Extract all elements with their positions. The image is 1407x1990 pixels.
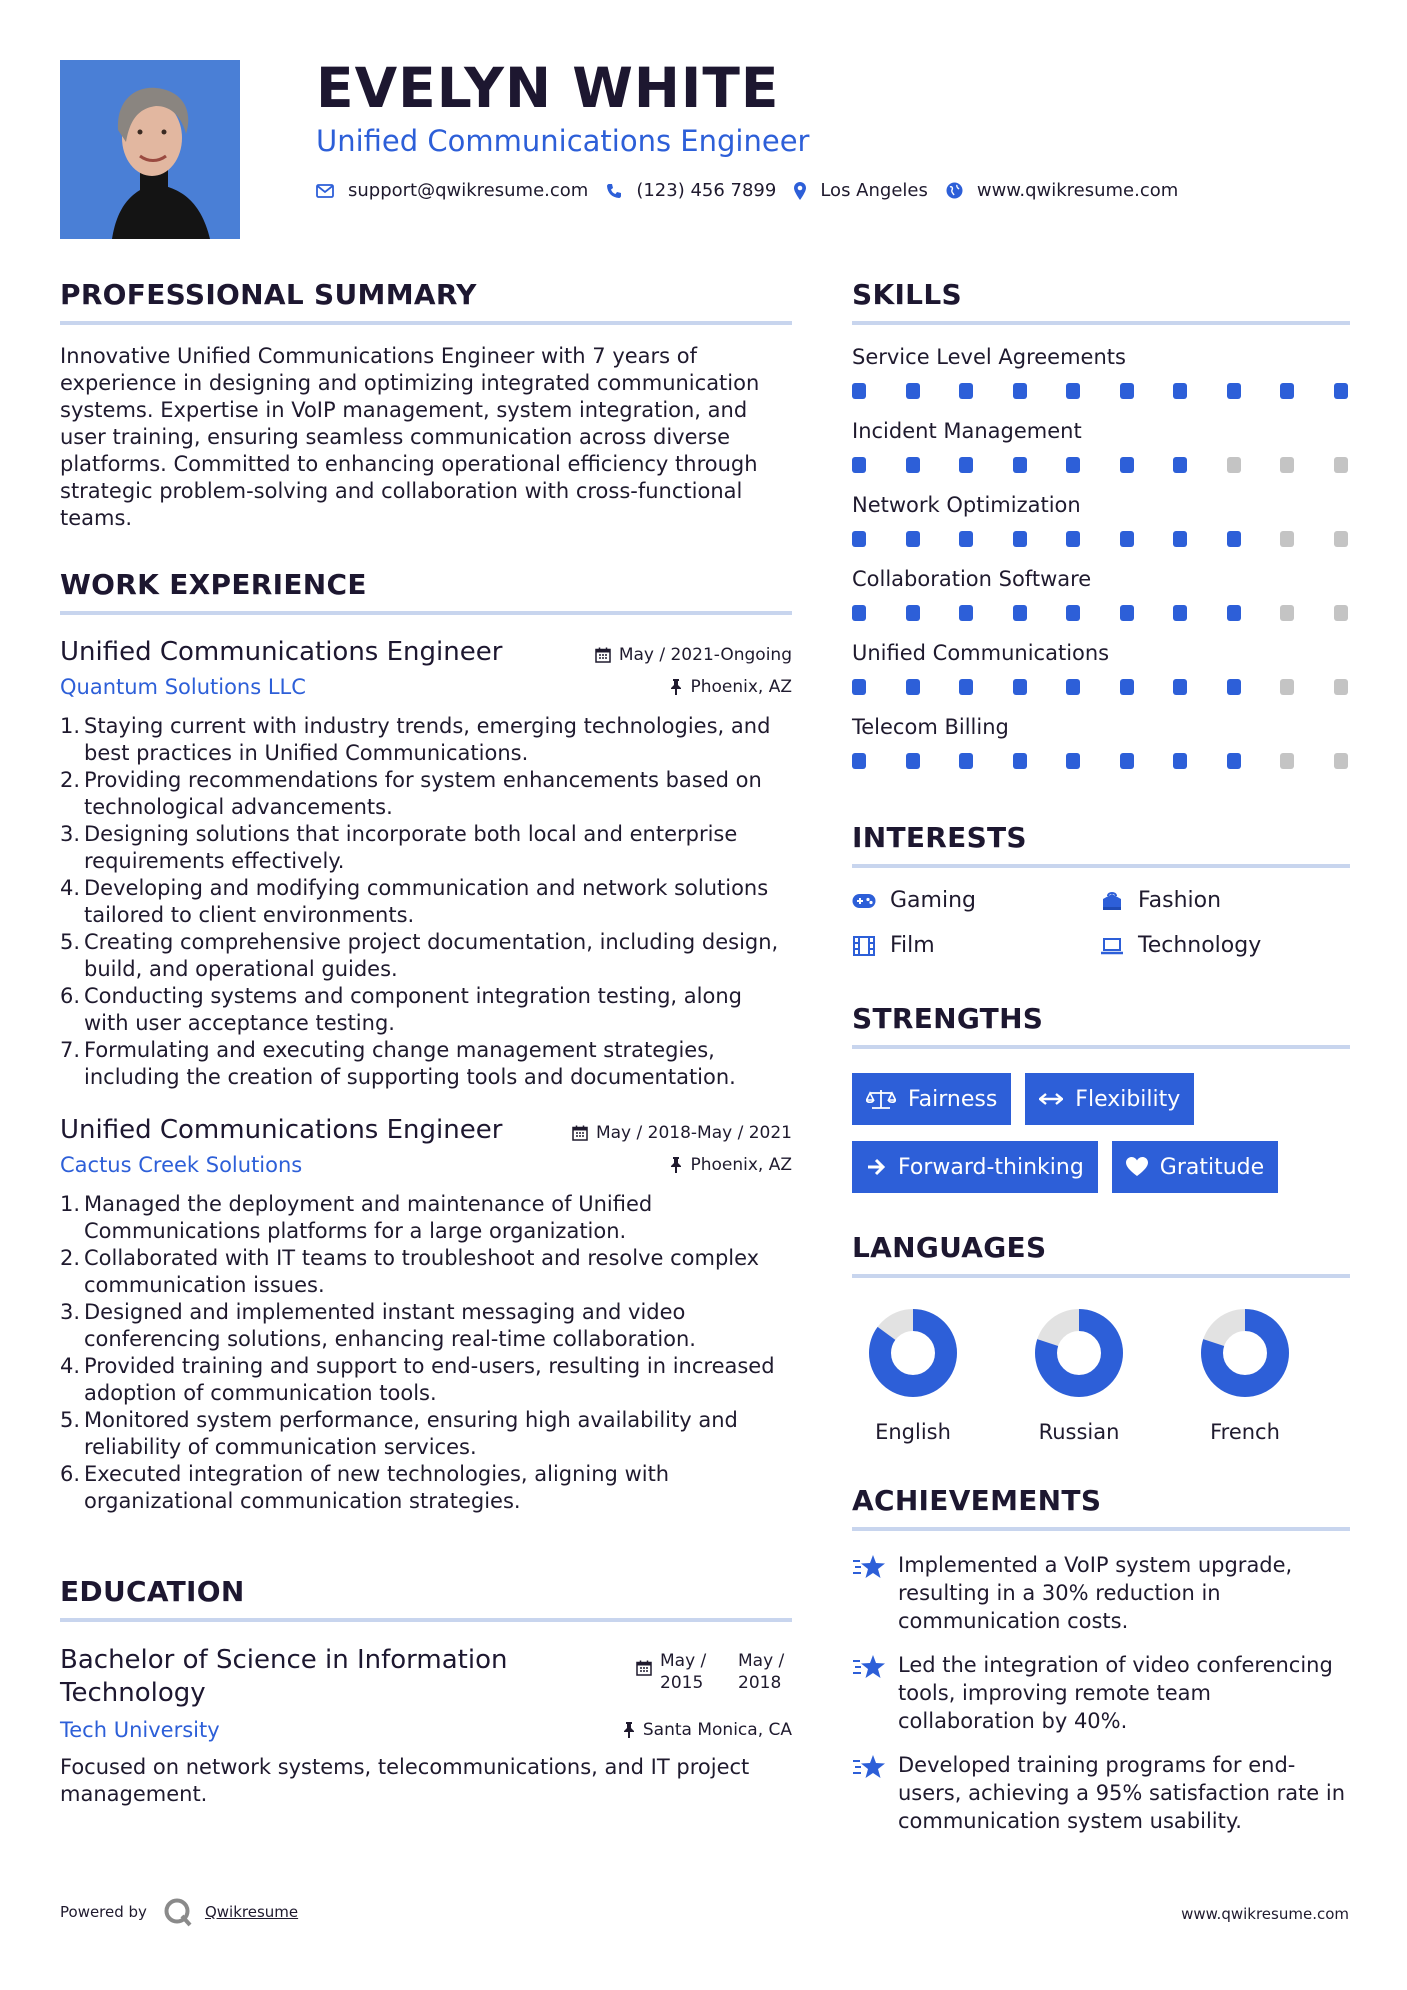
strength-label: Forward-thinking (898, 1154, 1084, 1180)
education-location-text: Santa Monica, CA (642, 1720, 792, 1740)
star-award-icon (852, 1751, 898, 1781)
language-gauge (1034, 1308, 1124, 1398)
calendar-icon (636, 1660, 652, 1676)
balance-scale-icon (866, 1088, 896, 1110)
achievement-item (852, 1651, 1350, 1735)
skill-name: Telecom Billing (852, 715, 1009, 739)
interests-heading: INTERESTS (852, 821, 1350, 868)
list-item: 6. Conducting systems and component integration testing, along with user acceptance testing. (60, 984, 742, 1035)
list-item: 1. Staying current with industry trends, emerging technologies, and best practices in Unified Communications. (60, 714, 771, 765)
skill-item (852, 567, 1350, 621)
gamepad-icon (852, 893, 876, 909)
skill-dot-filled (1013, 383, 1027, 399)
footer-powered-by (60, 1897, 298, 1927)
interest-label: Film (890, 933, 935, 958)
list-item: 6. Executed integration of new technologies, aligning with organizational communication strategies. (60, 1462, 670, 1513)
interest-label: Fashion (1138, 888, 1222, 913)
education-dates (636, 1650, 792, 1694)
skill-dot-filled (1013, 457, 1027, 473)
skill-dot-filled (1227, 383, 1241, 399)
skill-dot-filled (1173, 383, 1187, 399)
skill-dot-filled (959, 605, 973, 621)
language-name: Russian (1038, 1420, 1120, 1444)
job-role: Unified Communications Engineer (60, 637, 503, 667)
strengths-list (852, 1073, 1350, 1209)
qwikresume-link[interactable]: Qwikresume (204, 1903, 299, 1921)
skill-dot-filled (1227, 753, 1241, 769)
strength-label: Flexibility (1075, 1086, 1181, 1112)
contact-email[interactable] (316, 180, 588, 201)
skill-rating (852, 531, 1350, 547)
candidate-title: Unified Communications Engineer (316, 124, 810, 158)
list-item: 3. Designing solutions that incorporate both local and enterprise requirements effectively. (60, 822, 738, 873)
skill-dot-filled (852, 531, 866, 547)
skill-dot-filled (1066, 605, 1080, 621)
pushpin-icon (623, 1722, 635, 1738)
skill-rating (852, 383, 1350, 399)
list-item: 1. Managed the deployment and maintenance of Unified Communications platforms for a large organization. (60, 1192, 653, 1243)
company-name: Cactus Creek Solutions (60, 1153, 303, 1177)
skill-rating (852, 679, 1350, 695)
heart-icon (1126, 1157, 1148, 1177)
star-award-icon (852, 1651, 898, 1681)
education-end: May / 2018 (738, 1651, 785, 1693)
skill-dot-empty (1334, 605, 1348, 621)
skill-dot-filled (852, 753, 866, 769)
languages-heading: LANGUAGES (852, 1231, 1350, 1278)
education-heading: EDUCATION (60, 1575, 792, 1622)
skill-dot-empty (1280, 753, 1294, 769)
skill-dot-empty (1334, 457, 1348, 473)
contact-phone-text: (123) 456 7899 (636, 180, 777, 201)
skill-dot-filled (906, 531, 920, 547)
skills-list (852, 345, 1350, 769)
skills-heading: SKILLS (852, 278, 1350, 325)
skill-dot-filled (1013, 605, 1027, 621)
laptop-icon (1100, 937, 1124, 955)
school-name: Tech University (60, 1718, 220, 1742)
skill-dot-filled (1173, 531, 1187, 547)
language-gauge (1200, 1308, 1290, 1398)
education-location (623, 1720, 792, 1740)
job-bullets (60, 1191, 792, 1515)
skill-dot-filled (1280, 383, 1294, 399)
achievement-text: Implemented a VoIP system upgrade, resulting in a 30% reduction in communication costs. (898, 1553, 1293, 1633)
achievements-list (852, 1551, 1350, 1835)
language-item (1184, 1308, 1350, 1444)
strength-label: Gratitude (1159, 1154, 1265, 1180)
language-item (1018, 1308, 1184, 1444)
strength-label: Fairness (908, 1086, 998, 1112)
achievement-item (852, 1551, 1350, 1635)
skill-dot-filled (959, 679, 973, 695)
strength-tag (1112, 1141, 1278, 1193)
skill-dot-empty (1227, 457, 1241, 473)
interest-label: Technology (1138, 933, 1262, 958)
film-icon (852, 936, 876, 956)
skill-rating (852, 753, 1350, 769)
achievement-text: Developed training programs for end-users, achieving a 95% satisfaction rate in communication system usability. (898, 1753, 1346, 1833)
education-start: May / 2015 (660, 1651, 707, 1693)
language-name: English (875, 1420, 951, 1444)
achievements-heading: ACHIEVEMENTS (852, 1484, 1350, 1531)
interest-item (1100, 888, 1350, 913)
qwikresume-logo-icon (163, 1897, 193, 1927)
map-marker-icon (794, 182, 806, 200)
skill-name: Network Optimization (852, 493, 1081, 517)
globe-icon (946, 182, 963, 199)
job-location-text: Phoenix, AZ (690, 677, 792, 697)
job-entry-1 (60, 637, 792, 1091)
left-column (60, 278, 792, 1808)
skill-dot-filled (1227, 679, 1241, 695)
language-item (852, 1308, 1018, 1444)
calendar-icon (572, 1125, 588, 1141)
company-name: Quantum Solutions LLC (60, 675, 306, 699)
list-item: 3. Designed and implemented instant messaging and video conferencing solutions, enhancing real-time collaboration. (60, 1300, 696, 1351)
skill-dot-filled (1227, 531, 1241, 547)
footer-website[interactable]: www.qwikresume.com (1181, 1905, 1349, 1923)
experience-heading: WORK EXPERIENCE (60, 568, 792, 615)
skill-dot-filled (959, 383, 973, 399)
job-dates-text: May / 2018-May / 2021 (595, 1123, 792, 1143)
fashion-icon (1100, 890, 1124, 912)
skill-dot-filled (1120, 605, 1134, 621)
list-item: 5. Creating comprehensive project documentation, including design, build, and operational guides. (60, 930, 779, 981)
skill-dot-empty (1280, 457, 1294, 473)
skill-item (852, 641, 1350, 695)
skill-dot-filled (1173, 679, 1187, 695)
job-dates (595, 645, 792, 665)
skill-dot-filled (1066, 753, 1080, 769)
skill-item (852, 419, 1350, 473)
right-column (852, 278, 1350, 1851)
skill-dot-filled (1120, 679, 1134, 695)
job-location (670, 1155, 792, 1175)
contact-info (316, 180, 1196, 201)
degree-name: Bachelor of Science in Information Technology (60, 1645, 508, 1708)
skill-dot-empty (1334, 531, 1348, 547)
skill-dot-filled (1066, 457, 1080, 473)
calendar-icon (595, 647, 611, 663)
strength-tag (1025, 1073, 1194, 1125)
skill-dot-filled (1066, 383, 1080, 399)
skill-dot-filled (852, 457, 866, 473)
skill-item (852, 493, 1350, 547)
arrow-right-icon (866, 1158, 886, 1176)
skill-rating (852, 457, 1350, 473)
list-item: 5. Monitored system performance, ensuring high availability and reliability of communication services. (60, 1408, 738, 1459)
achievement-item (852, 1751, 1350, 1835)
skill-dot-filled (906, 605, 920, 621)
job-bullets (60, 713, 792, 1091)
skill-dot-filled (1066, 679, 1080, 695)
list-item: 2. Providing recommendations for system enhancements based on technological advancements. (60, 768, 762, 819)
skill-dot-filled (1227, 605, 1241, 621)
skill-dot-filled (1066, 531, 1080, 547)
skill-item (852, 345, 1350, 399)
skill-dot-filled (959, 753, 973, 769)
contact-location-text: Los Angeles (820, 180, 928, 201)
skill-rating (852, 605, 1350, 621)
arrows-horizontal-icon (1039, 1092, 1063, 1106)
language-name: French (1210, 1420, 1280, 1444)
skill-dot-filled (906, 383, 920, 399)
skill-dot-filled (959, 531, 973, 547)
job-location-text: Phoenix, AZ (690, 1155, 792, 1175)
skill-dot-filled (906, 753, 920, 769)
job-role: Unified Communications Engineer (60, 1115, 503, 1145)
skill-dot-filled (1120, 753, 1134, 769)
interest-item (852, 888, 1100, 913)
contact-location (794, 180, 928, 201)
skill-dot-filled (1334, 383, 1348, 399)
pushpin-icon (670, 1157, 682, 1173)
skill-dot-filled (1120, 531, 1134, 547)
language-gauge (868, 1308, 958, 1398)
strength-tag (852, 1141, 1098, 1193)
list-item: 4. Provided training and support to end-users, resulting in increased adoption of communication tools. (60, 1354, 775, 1405)
interest-item (1100, 933, 1350, 958)
skill-dot-filled (1013, 531, 1027, 547)
education-entry (60, 1644, 792, 1808)
skill-dot-filled (1173, 457, 1187, 473)
interests-list (852, 888, 1350, 958)
skill-dot-filled (906, 457, 920, 473)
phone-icon (606, 183, 622, 199)
skill-name: Service Level Agreements (852, 345, 1126, 369)
skill-item (852, 715, 1350, 769)
interest-item (852, 933, 1100, 958)
skill-dot-empty (1280, 605, 1294, 621)
summary-heading: PROFESSIONAL SUMMARY (60, 278, 792, 325)
job-location (670, 677, 792, 697)
contact-email-text: support@qwikresume.com (348, 180, 589, 201)
skill-dot-empty (1280, 531, 1294, 547)
skill-name: Collaboration Software (852, 567, 1092, 591)
skill-dot-filled (959, 457, 973, 473)
skill-dot-filled (1173, 605, 1187, 621)
job-dates-text: May / 2021-Ongoing (618, 645, 792, 665)
pushpin-icon (670, 679, 682, 695)
skill-dot-filled (1120, 457, 1134, 473)
interest-label: Gaming (890, 888, 976, 913)
skill-dot-filled (852, 679, 866, 695)
job-entry-2 (60, 1115, 792, 1515)
skill-dot-empty (1280, 679, 1294, 695)
languages-list (852, 1308, 1350, 1444)
contact-website[interactable] (946, 180, 1178, 201)
skill-dot-empty (1334, 753, 1348, 769)
envelope-icon (316, 184, 334, 198)
list-item: 7. Formulating and executing change management strategies, including the creation of supporting tools and documentation. (60, 1038, 736, 1089)
candidate-name: EVELYN WHITE (316, 56, 780, 120)
job-dates (572, 1123, 792, 1143)
list-item: 2. Collaborated with IT teams to troubleshoot and resolve complex communication issues. (60, 1246, 760, 1297)
skill-name: Incident Management (852, 419, 1082, 443)
skill-dot-empty (1334, 679, 1348, 695)
education-description: Focused on network systems, telecommunications, and IT project management. (60, 1755, 750, 1806)
star-award-icon (852, 1551, 898, 1581)
list-item: 4. Developing and modifying communication and network solutions tailored to client environments. (60, 876, 769, 927)
strengths-heading: STRENGTHS (852, 1002, 1350, 1049)
skill-dot-filled (1173, 753, 1187, 769)
skill-dot-filled (1013, 753, 1027, 769)
skill-dot-filled (852, 605, 866, 621)
summary-text: Innovative Unified Communications Engineer with 7 years of experience in designing and optimizing integrated communication systems. Expertise in VoIP management, system integration, and user training, ensuring seamless communication across diverse platforms. Committed to enhancing operational efficiency through strategic problem-solving and collaboration with cross-functional teams. (60, 344, 760, 530)
powered-by-label: Powered by (60, 1903, 147, 1921)
contact-website-text: www.qwikresume.com (976, 180, 1179, 201)
skill-dot-filled (852, 383, 866, 399)
skill-dot-filled (1120, 383, 1134, 399)
skill-name: Unified Communications (852, 641, 1110, 665)
contact-phone[interactable] (606, 180, 776, 201)
strength-tag (852, 1073, 1011, 1125)
achievement-text: Led the integration of video conferencing tools, improving remote team collaboration by 40%. (898, 1653, 1333, 1733)
skill-dot-filled (906, 679, 920, 695)
skill-dot-filled (1013, 679, 1027, 695)
profile-photo (60, 60, 240, 239)
